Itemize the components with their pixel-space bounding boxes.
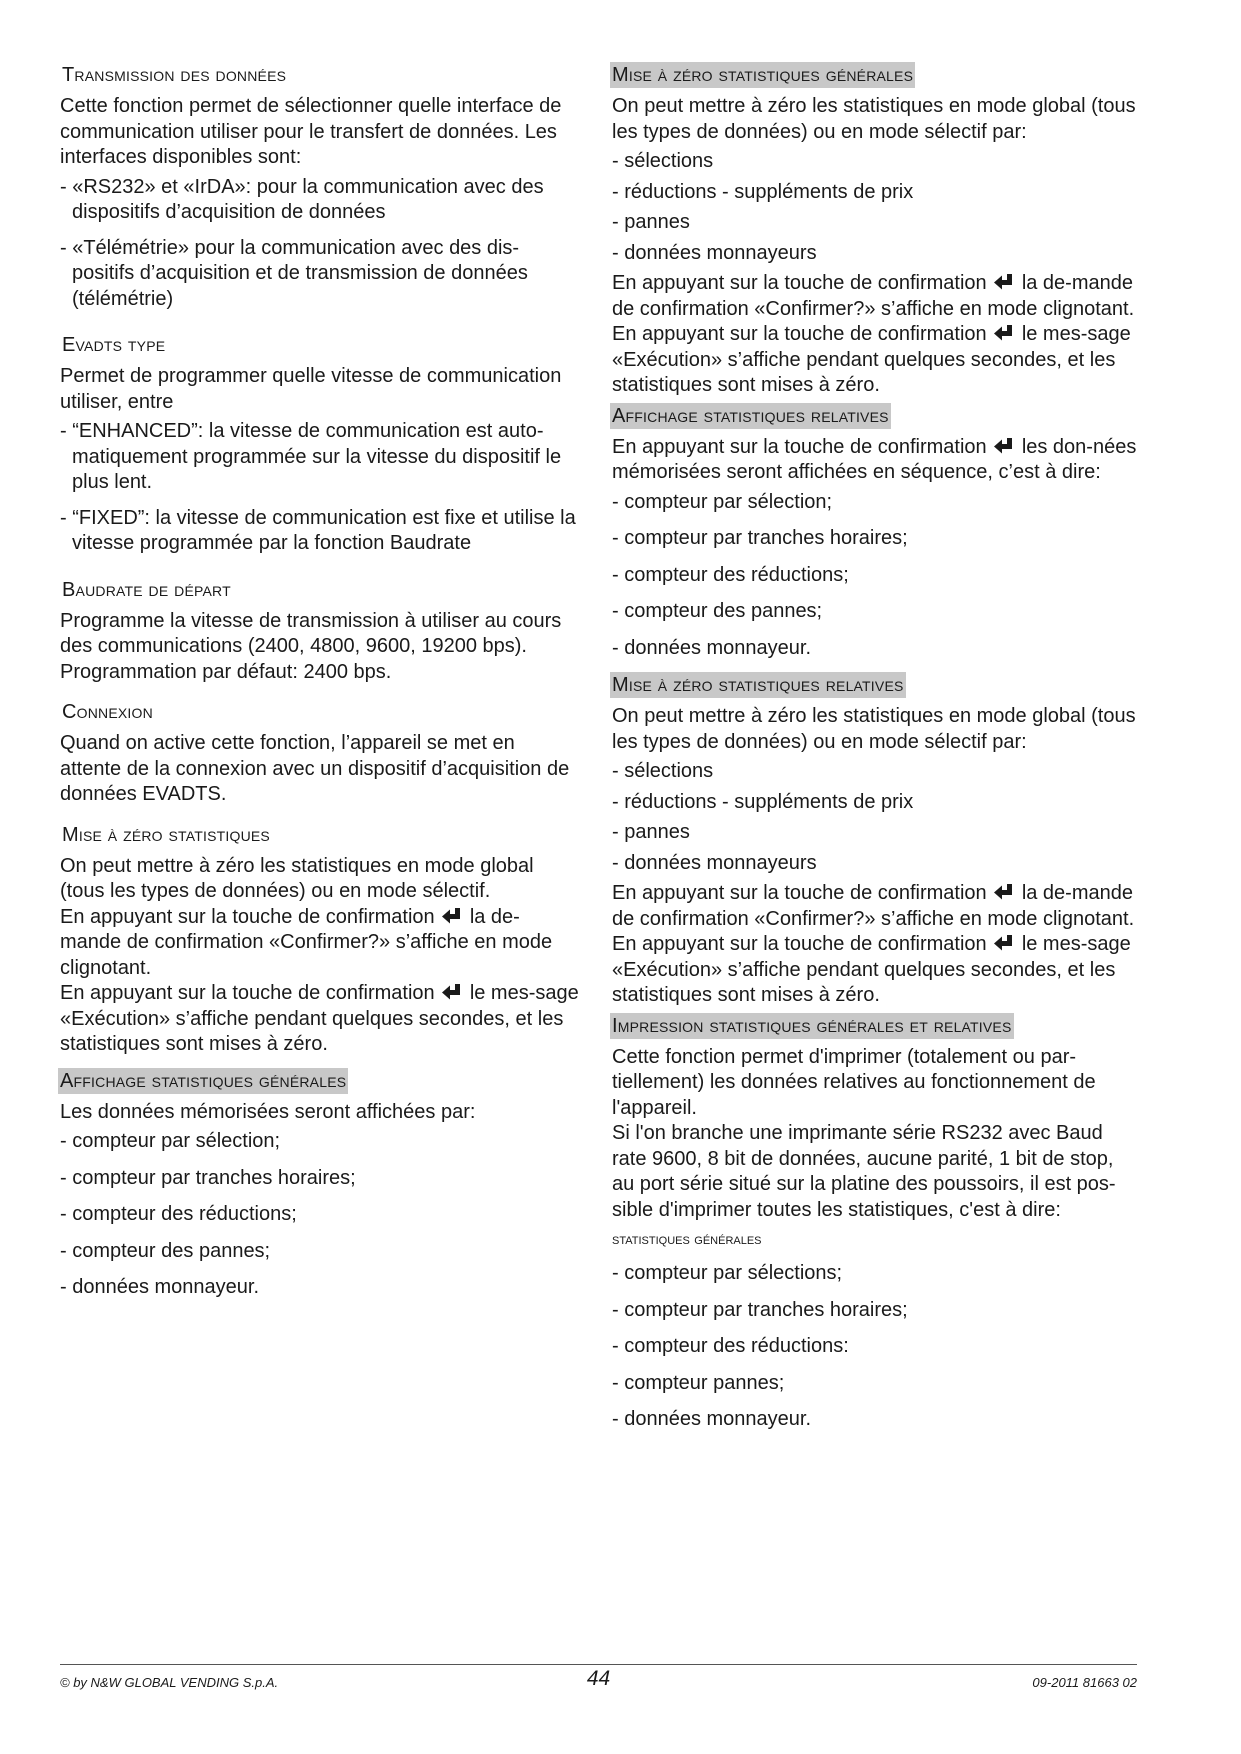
enter-key-icon — [442, 983, 462, 1001]
paragraph — [60, 981, 580, 1058]
text-fragment: la de-mande de confirmation «Confirmer?» s’affiche en mode clignotant. — [612, 882, 1135, 930]
enter-key-icon — [994, 883, 1014, 901]
section-baudrate — [60, 577, 580, 686]
left-column — [60, 62, 580, 1312]
enter-key-icon — [442, 907, 462, 925]
list-item: - données monnayeurs — [612, 241, 817, 264]
section-title: Evadts type — [62, 334, 166, 356]
right-column — [612, 62, 1137, 1444]
page-footer — [60, 1664, 1137, 1690]
paragraph: Cette fonction permet de sélectionner quelle interface de communication utiliser pour le transfert de données. Les interfaces disponibles sont: — [60, 95, 562, 168]
page-number: 44 — [586, 1667, 611, 1690]
list-item: - compteur des pannes; — [60, 1239, 271, 1262]
copyright: © by N&W GLOBAL VENDING S.p.A. — [60, 1675, 279, 1690]
list-item: - compteur pannes; — [612, 1371, 785, 1394]
text-fragment: En appuyant sur la touche de confirmation — [60, 905, 435, 928]
paragraph: Si l'on branche une imprimante série RS232 avec Baud rate 9600, 8 bit de données, aucune parité, 1 bit de stop, au port série situé sur la platine des poussoirs, il est pos-sible d'imprimer toutes les statistiques, c'est à dire: — [612, 1122, 1116, 1221]
section-reset-stats — [60, 822, 580, 1058]
text-fragment: la de-mande de confirmation «Confirmer?» s’affiche en mode clignotant. — [60, 905, 553, 979]
section-display-general — [60, 1068, 580, 1301]
list-item: - compteur par tranches horaires; — [612, 1298, 908, 1321]
text-fragment: les don-nées mémorisées seront affichées en séquence, c’est à dire: — [612, 435, 1137, 483]
list-item: - compteur des réductions; — [612, 563, 849, 586]
paragraph — [612, 271, 1137, 322]
paragraph: Les données mémorisées seront affichées par: — [60, 1100, 476, 1123]
text-fragment: le mes-sage «Exécution» s’affiche pendant quelques secondes, et les statistiques sont mises à zéro. — [60, 982, 579, 1055]
section-title: Affichage statistiques générales — [60, 1069, 347, 1092]
text-fragment: En appuyant sur la touche de confirmation — [60, 982, 435, 1004]
section-transmission — [60, 62, 580, 312]
list-item: - “ENHANCED”: la vitesse de communication est auto-matiquement programmée sur la vitesse du dispositif le plus lent. — [60, 420, 562, 493]
list-item: - pannes — [612, 211, 690, 233]
paragraph: Permet de programmer quelle vitesse de communication utiliser, entre — [60, 365, 562, 413]
list-item: - données monnayeur. — [612, 636, 812, 659]
paragraph — [612, 435, 1137, 486]
text-fragment: En appuyant sur la touche de confirmation — [612, 323, 987, 345]
list-item: - données monnayeur. — [60, 1276, 260, 1298]
enter-key-icon — [994, 324, 1014, 342]
text-fragment: En appuyant sur la touche de confirmation — [612, 933, 987, 955]
section-title: Mise à zéro statistiques — [62, 823, 270, 846]
section-title: Transmission des données — [62, 64, 287, 86]
text-fragment: En appuyant sur la touche de confirmation — [612, 435, 987, 458]
paragraph — [612, 932, 1137, 1009]
text-fragment: le mes-sage «Exécution» s’affiche pendant quelques secondes, et les statistiques sont mises à zéro. — [612, 933, 1131, 1006]
list-item: - réductions - suppléments de prix — [612, 790, 914, 813]
paragraph: Programme la vitesse de transmission à utiliser au cours des communications (2400, 4800, 9600, 19200 bps). Programmation par défaut: 2400 bps. — [60, 609, 562, 683]
list-item: - compteur par tranches horaires; — [612, 527, 908, 549]
list-item: - compteur des pannes; — [612, 600, 823, 622]
list-item: - compteur des réductions; — [60, 1203, 297, 1225]
enter-key-icon — [994, 934, 1014, 952]
paragraph: On peut mettre à zéro les statistiques en mode global (tous les types de données) ou en mode sélectif par: — [612, 95, 1136, 143]
list-item: - données monnayeurs — [612, 851, 817, 874]
paragraph — [612, 881, 1137, 932]
list-item: - réductions - suppléments de prix — [612, 180, 914, 203]
section-reset-general — [612, 62, 1137, 399]
text-fragment: la de-mande de confirmation «Confirmer?» s’affiche en mode clignotant. — [612, 272, 1135, 320]
paragraph: Quand on active cette fonction, l’appareil se met en attente de la connexion avec un dispositif d’acquisition de données EVADTS. — [60, 732, 570, 805]
section-evadts — [60, 332, 580, 557]
enter-key-icon — [994, 437, 1014, 455]
section-connexion — [60, 699, 580, 808]
list-item: - sélections — [612, 760, 714, 782]
list-item: - pannes — [612, 821, 690, 843]
section-title: Mise à zéro statistiques relatives — [612, 674, 904, 696]
list-item: - «RS232» et «IrDA»: pour la communication avec des dispositifs d’acquisition de données — [60, 175, 544, 223]
list-item: - compteur par sélection; — [612, 490, 833, 513]
paragraph: Cette fonction permet d'imprimer (totalement ou par-tiellement) les données relatives au fonctionnement de l'appareil. — [612, 1045, 1096, 1119]
list-item: - compteur par sélection; — [60, 1130, 281, 1152]
list-item: - compteur par sélections; — [612, 1262, 843, 1284]
section-reset-relative — [612, 672, 1137, 1009]
paragraph: On peut mettre à zéro les statistiques en mode global (tous les types de données) ou en mode sélectif. — [60, 854, 534, 902]
paragraph: On peut mettre à zéro les statistiques en mode global (tous les types de données) ou en mode sélectif par: — [612, 705, 1136, 753]
paragraph — [60, 905, 580, 982]
list-item: - «Télémétrie» pour la communication avec des dis-positifs d’acquisition et de transmission de données (télémétrie) — [60, 236, 528, 310]
text-fragment: En appuyant sur la touche de confirmation — [612, 272, 987, 294]
document-code: 09-2011 81663 02 — [1032, 1675, 1137, 1690]
paragraph — [612, 322, 1137, 399]
subsection-title: statistiques générales — [612, 1231, 762, 1248]
section-print — [612, 1013, 1137, 1433]
text-fragment: En appuyant sur la touche de confirmation — [612, 882, 987, 904]
list-item: - compteur par tranches horaires; — [60, 1166, 356, 1189]
section-title: Connexion — [62, 701, 153, 723]
section-title: Baudrate de départ — [62, 578, 231, 601]
text-fragment: le mes-sage «Exécution» s’affiche pendant quelques secondes, et les statistiques sont mises à zéro. — [612, 323, 1131, 396]
enter-key-icon — [994, 273, 1014, 291]
list-item: - “FIXED”: la vitesse de communication est fixe et utilise la vitesse programmée par la fonction Baudrate — [60, 506, 576, 554]
section-display-relative — [612, 403, 1137, 662]
list-item: - sélections — [612, 150, 714, 172]
section-title: Mise à zéro statistiques générales — [612, 64, 914, 86]
section-title: Affichage statistiques relatives — [612, 404, 889, 427]
list-item: - données monnayeur. — [612, 1408, 812, 1430]
section-title: Impression statistiques générales et relatives — [612, 1014, 1012, 1037]
list-item: - compteur des réductions: — [612, 1335, 849, 1357]
